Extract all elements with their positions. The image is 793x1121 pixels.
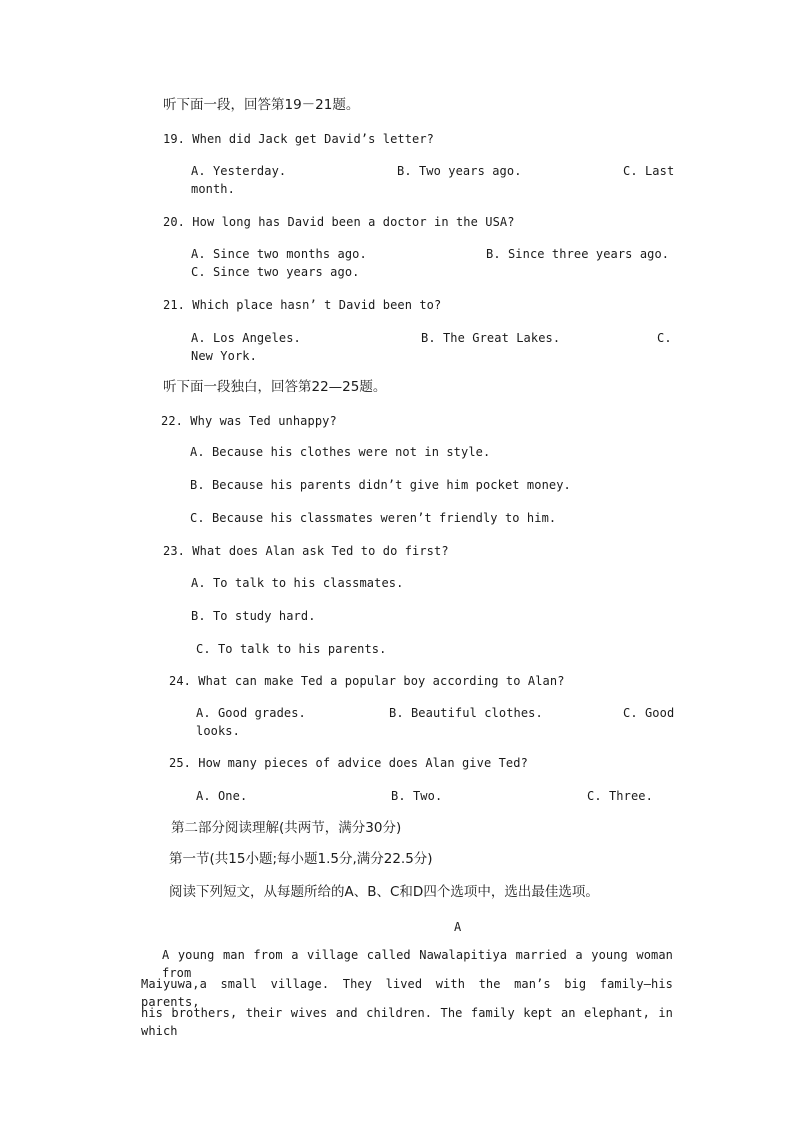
- question-20-option-b: B. Since three years ago.: [486, 247, 670, 261]
- part-two-heading: 第二部分阅读理解(共两节，满分30分): [171, 820, 402, 836]
- question-19-option-c-cont: month.: [191, 182, 235, 196]
- question-20-option-c: C. Since two years ago.: [191, 265, 360, 279]
- question-23-stem: 23. What does Alan ask Ted to do first?: [163, 544, 449, 558]
- question-24-stem: 24. What can make Ted a popular boy according to Alan?: [169, 674, 565, 688]
- question-22-stem: 22. Why was Ted unhappy?: [161, 414, 337, 428]
- question-24-option-a: A. Good grades.: [196, 706, 306, 720]
- section-instruction-22-25: 听下面一段独白，回答第22—25题。: [163, 379, 387, 395]
- passage-line-3: his brothers, their wives and children. The family kept an elephant, in which: [141, 1006, 673, 1038]
- question-22-option-c: C. Because his classmates weren’t friendly to him.: [190, 511, 557, 525]
- question-21-option-a: A. Los Angeles.: [191, 331, 301, 345]
- passage-line-2: Maiyuwa,a small village. They lived with the man’s big family—his parents,: [141, 977, 673, 1009]
- question-25-stem: 25. How many pieces of advice does Alan give Ted?: [169, 756, 528, 770]
- question-22-option-a: A. Because his clothes were not in style.: [190, 445, 491, 459]
- question-20-stem: 20. How long has David been a doctor in the USA?: [163, 215, 515, 229]
- question-23-option-c: C. To talk to his parents.: [196, 642, 387, 656]
- passage-label: A: [454, 920, 462, 934]
- section-instruction-19-21: 听下面一段，回答第19－21题。: [163, 97, 360, 113]
- question-21-stem: 21. Which place hasn’ t David been to?: [163, 298, 442, 312]
- question-19-option-b: B. Two years ago.: [397, 164, 522, 178]
- passage-line-1: A young man from a village called Nawalapitiya married a young woman from: [162, 948, 673, 980]
- question-24-option-c-cont: looks.: [196, 724, 240, 738]
- question-19-option-c: C. Last: [623, 164, 675, 178]
- reading-instruction: 阅读下列短文，从每题所给的A、B、C和D四个选项中，选出最佳选项。: [169, 884, 599, 900]
- question-22-option-b: B. Because his parents didn’t give him pocket money.: [190, 478, 571, 492]
- question-25-option-a: A. One.: [196, 789, 248, 803]
- question-19-option-a: A. Yesterday.: [191, 164, 287, 178]
- question-20-option-a: A. Since two months ago.: [191, 247, 367, 261]
- question-19-stem: 19. When did Jack get David’s letter?: [163, 132, 435, 146]
- section-one-heading: 第一节(共15小题;每小题1.5分,满分22.5分): [169, 851, 433, 867]
- question-23-option-a: A. To talk to his classmates.: [191, 576, 404, 590]
- question-25-option-c: C. Three.: [587, 789, 653, 803]
- question-25-option-b: B. Two.: [391, 789, 443, 803]
- question-23-option-b: B. To study hard.: [191, 609, 316, 623]
- question-21-option-c: C.: [657, 331, 672, 345]
- question-24-option-b: B. Beautiful clothes.: [389, 706, 543, 720]
- question-21-option-c-cont: New York.: [191, 349, 257, 363]
- question-24-option-c: C. Good: [623, 706, 675, 720]
- question-21-option-b: B. The Great Lakes.: [421, 331, 561, 345]
